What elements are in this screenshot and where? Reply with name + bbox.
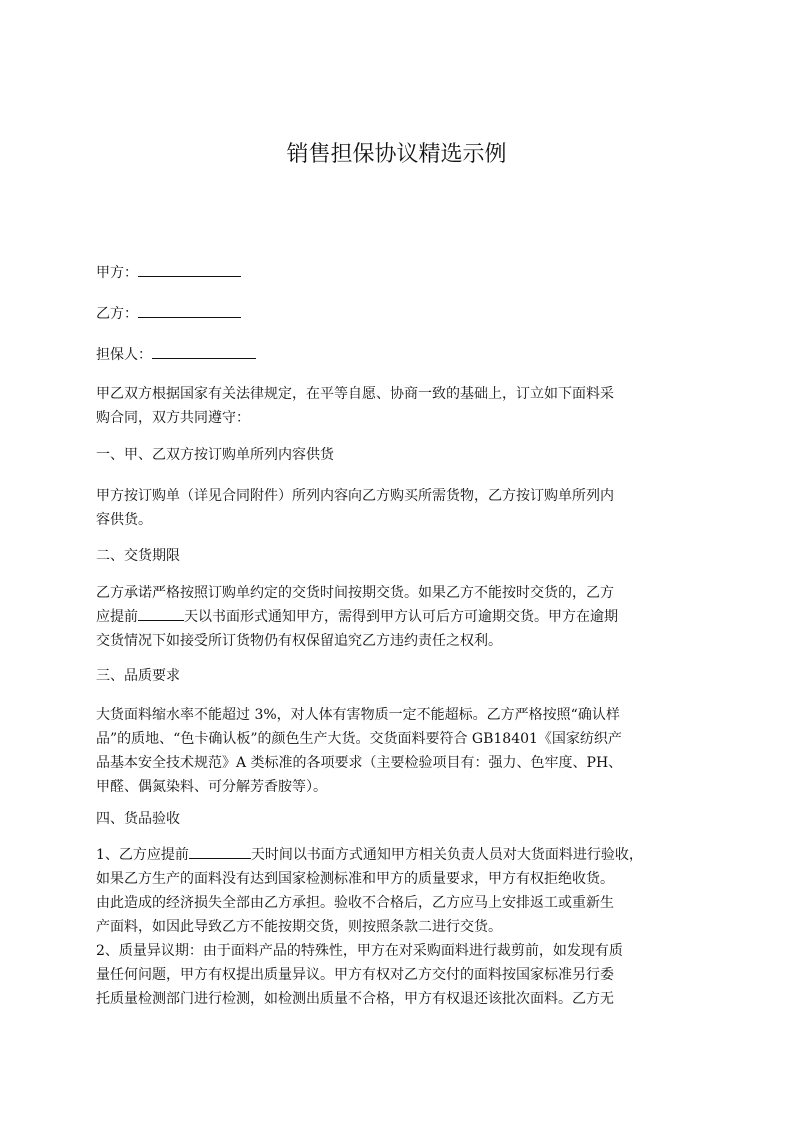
document-title: 销售担保协议精选示例: [286, 142, 507, 167]
item-1-prefix: 1、乙方应提前: [96, 847, 189, 863]
intro-line: 甲乙双方根据国家有关法律规定，在平等自愿、协商一致的基础上，订立如下面料采: [96, 386, 614, 402]
section-2-prefix: 应提前: [96, 609, 138, 625]
intro-paragraph: [96, 382, 702, 430]
section-2-line: [96, 605, 702, 629]
section-3-line: 品”的质地、“色卡确认板”的颜色生产大货。交货面料要符合 GB18401《国家纺织产: [96, 731, 622, 747]
intro-line: 购合同，双方共同遵守：: [96, 410, 250, 426]
guarantor-blank: [152, 344, 256, 359]
section-4-heading: 四、货品验收: [96, 811, 180, 827]
section-3-line: 甲醛、偶氮染料、可分解芳香胺等）。: [96, 779, 327, 795]
section-4-item-2: [96, 939, 702, 1011]
section-2-heading: 二、交货期限: [96, 548, 180, 564]
section-4-item-1-line: 如果乙方生产的面料没有达到国家检测标准和甲方的质量要求，甲方有权拒绝收货。: [96, 871, 614, 887]
section-2-line: 乙方承诺严格按照订购单约定的交货时间按期交货。如果乙方不能按时交货的，乙方: [96, 585, 614, 601]
section-4-item-1-line: 产面料，如因此导致乙方不能按期交货，则按照条款二进行交货。: [96, 919, 502, 935]
section-4-item-2-line: 2、质量异议期：由于面料产品的特殊性，甲方在对采购面料进行裁剪前，如发现有质: [96, 943, 623, 959]
section-4-item-2-line: 托质量检测部门进行检测，如检测出质量不合格，甲方有权退还该批次面料。乙方无: [96, 991, 614, 1007]
section-1-line: 甲方按订购单（详见合同附件）所列内容向乙方购买所需货物，乙方按订购单所列内: [96, 488, 614, 504]
party-a-field: [96, 262, 241, 282]
section-3-heading: 三、品质要求: [96, 668, 180, 684]
item-1-suffix: 天时间以书面方式通知甲方相关负责人员对大货面料进行验收，: [250, 847, 643, 863]
section-3-line: 品基本安全技术规范》A 类标准的各项要求（主要检验项目有：强力、色牢度、PH、: [96, 755, 623, 771]
party-b-blank: [138, 303, 241, 318]
guarantor-label: 担保人：: [96, 347, 152, 363]
party-a-blank: [138, 262, 241, 277]
section-3-body: [96, 703, 702, 799]
section-4-item-2-line: 量任何问题，甲方有权提出质量异议。甲方有权对乙方交付的面料按国家标准另行委: [96, 967, 614, 983]
section-2-line: 交货情况下如接受所订货物仍有权保留追究乙方违约责任之权利。: [96, 633, 502, 649]
section-4-item-1-line: 由此造成的经济损失全部由乙方承担。验收不合格后，乙方应马上安排返工或重新生: [96, 895, 614, 911]
guarantor-field: [96, 344, 256, 364]
section-4-item-1-line: [96, 843, 702, 867]
section-2-body: [96, 581, 702, 653]
section-3-line: 大货面料缩水率不能超过 3%，对人体有害物质一定不能超标。乙方严格按照“确认样: [96, 707, 620, 723]
party-b-field: [96, 303, 241, 323]
section-4-item-1: [96, 843, 702, 939]
section-2-suffix: 天以书面形式通知甲方，需得到甲方认可后方可逾期交货。甲方在逾期: [184, 609, 618, 625]
days-blank: [138, 606, 184, 621]
party-b-label: 乙方：: [96, 306, 138, 322]
section-1-line: 容供货。: [96, 512, 152, 528]
notice-days-blank: [189, 844, 251, 859]
section-1-body: [96, 484, 702, 532]
section-1-heading: 一、甲、乙双方按订购单所列内容供货: [96, 447, 334, 463]
party-a-label: 甲方：: [96, 265, 138, 281]
